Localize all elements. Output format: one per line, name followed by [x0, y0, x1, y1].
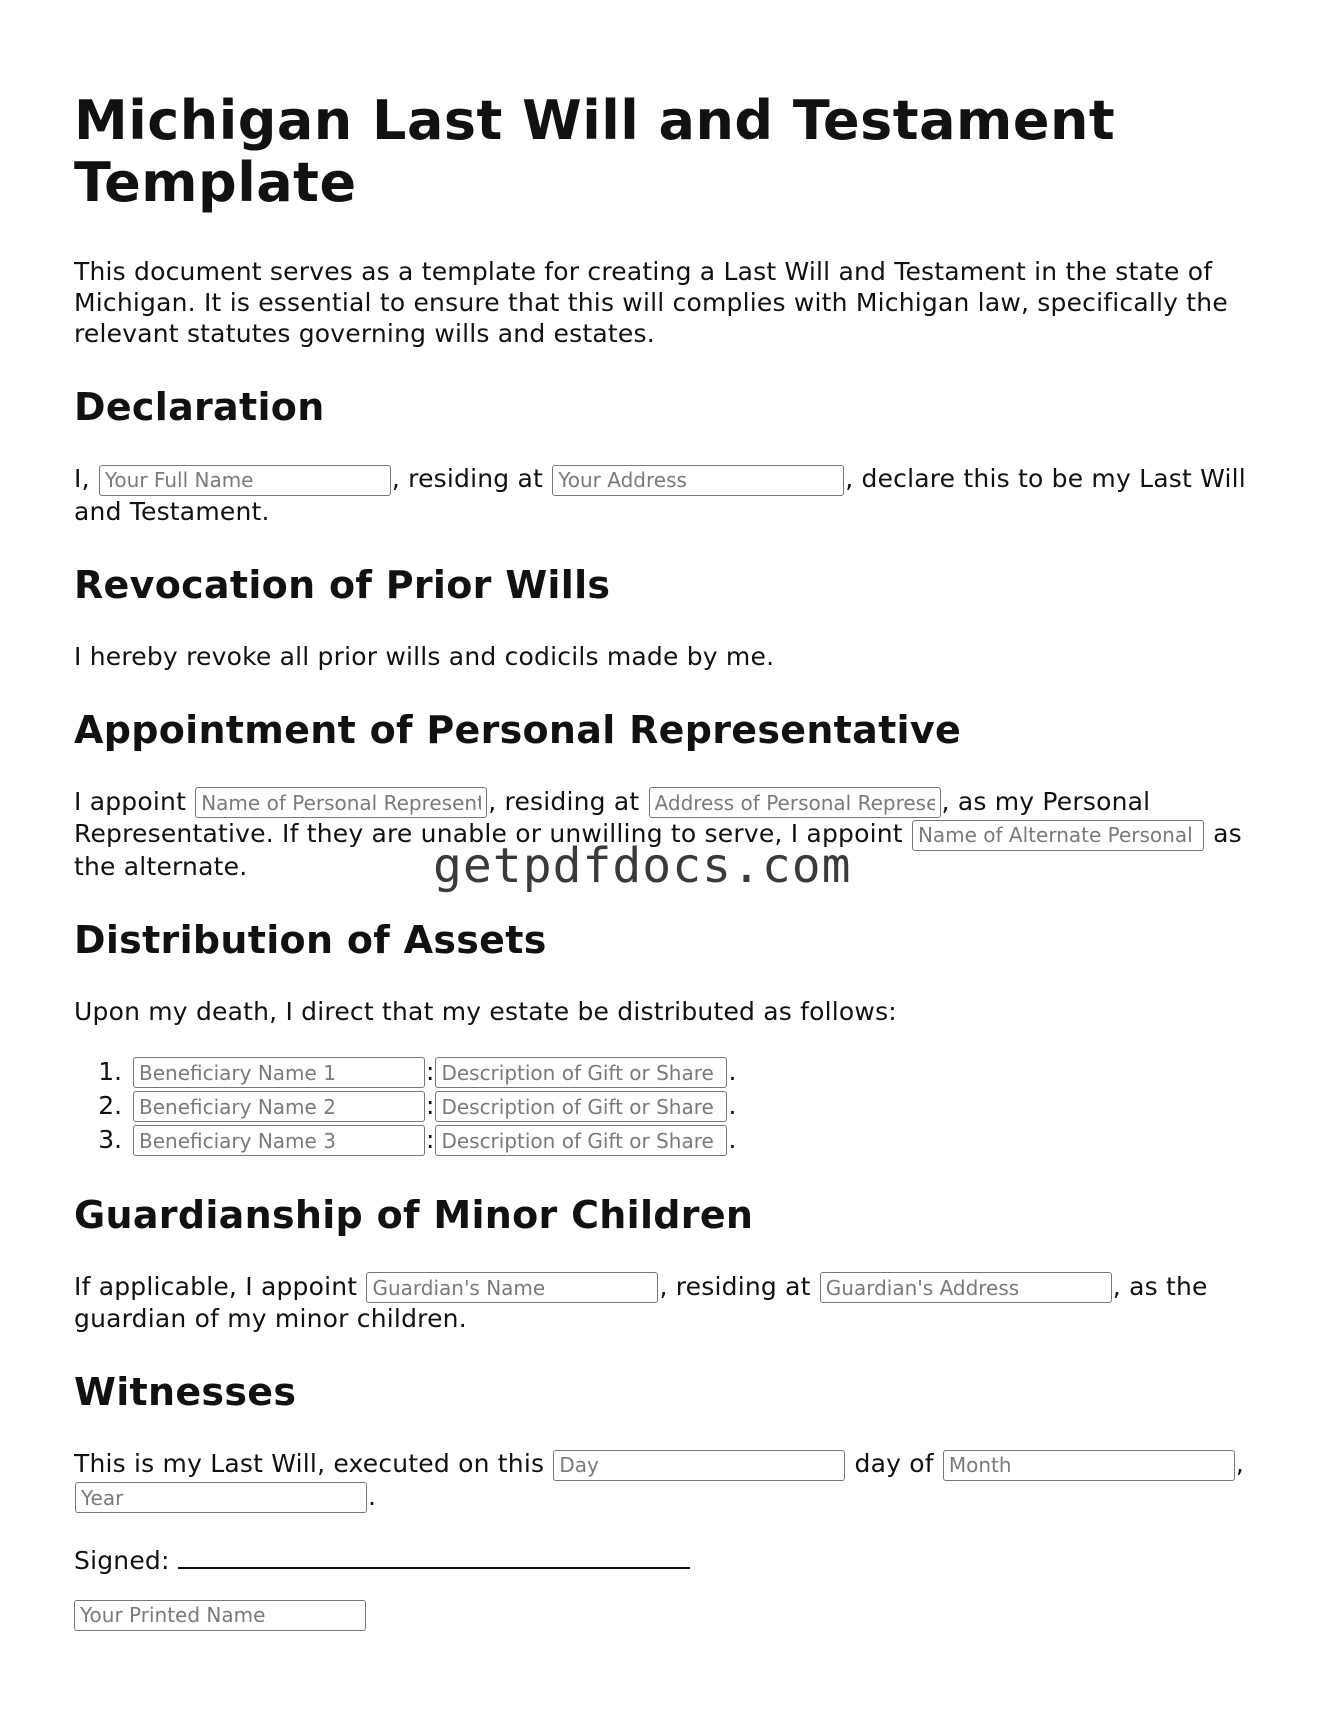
- signed-label: Signed:: [74, 1546, 178, 1575]
- page-title: Michigan Last Will and Testament Template: [74, 89, 1116, 214]
- declaration-paragraph: [74, 463, 1274, 527]
- day-input[interactable]: [553, 1450, 845, 1481]
- printed-name-input[interactable]: [74, 1600, 366, 1631]
- gift-description-2-input[interactable]: [435, 1091, 727, 1122]
- full-name-input[interactable]: [99, 465, 391, 496]
- execution-text-1: This is my Last Will, executed on this: [74, 1449, 553, 1478]
- guardianship-text-2: , residing at: [659, 1271, 819, 1301]
- list-item: Beneficiary Name 3 3. : Description of Gift or Share .: [130, 1123, 1274, 1157]
- declaration-text-3: , declare this to be my Last Will and Testament.: [74, 464, 1246, 526]
- declaration-text-1: I,: [74, 464, 98, 493]
- representative-text-3: , as my Personal Representative. If they are unable or unwilling to serve, I appoint: [74, 786, 1151, 848]
- representative-text-1: I appoint: [74, 786, 195, 816]
- watermark-text: getpdfdocs.com: [433, 838, 852, 894]
- execution-paragraph: [74, 1448, 1274, 1513]
- distribution-paragraph: Upon my death, I direct that my estate be distributed as follows:: [74, 996, 897, 1026]
- beneficiary-list: [74, 1055, 1274, 1157]
- revocation-paragraph: I hereby revoke all prior wills and codicils made by me.: [74, 641, 775, 671]
- representative-name-input[interactable]: [195, 787, 487, 818]
- guardianship-heading: Guardianship of Minor Children: [74, 1192, 754, 1237]
- execution-text-3: ,: [1235, 1449, 1245, 1478]
- signature-line-row: [74, 1541, 1274, 1576]
- representative-heading: Appointment of Personal Representative: [74, 707, 962, 752]
- beneficiary-name-3-input[interactable]: [133, 1125, 425, 1156]
- list-item: Beneficiary Name 1 1. : Description of Gift or Share .: [130, 1055, 1274, 1089]
- representative-address-input[interactable]: [649, 787, 941, 818]
- revocation-heading: Revocation of Prior Wills: [74, 562, 611, 607]
- guardianship-text-3: , as the guardian of my minor children.: [74, 1271, 1208, 1333]
- distribution-heading: Distribution of Assets: [74, 917, 547, 962]
- guardianship-text-1: If applicable, I appoint: [74, 1271, 366, 1301]
- witnesses-heading: Witnesses: [74, 1370, 297, 1414]
- gift-description-3-input[interactable]: [435, 1125, 727, 1156]
- printed-name-row: [74, 1598, 1274, 1631]
- gift-description-1-input[interactable]: [435, 1057, 727, 1088]
- alternate-representative-input[interactable]: [912, 820, 1204, 851]
- address-input[interactable]: [552, 465, 844, 496]
- signature-line[interactable]: [178, 1541, 690, 1569]
- guardian-name-input[interactable]: [366, 1272, 658, 1303]
- declaration-heading: Declaration: [74, 385, 325, 429]
- beneficiary-name-1-input[interactable]: [133, 1057, 425, 1088]
- execution-text-4: .: [368, 1481, 377, 1511]
- month-input[interactable]: [943, 1450, 1235, 1481]
- representative-text-4: as the alternate.: [74, 819, 1242, 881]
- declaration-text-2: , residing at: [391, 464, 552, 493]
- guardianship-paragraph: [74, 1271, 1274, 1335]
- beneficiary-name-2-input[interactable]: [133, 1091, 425, 1122]
- guardian-address-input[interactable]: [820, 1272, 1112, 1303]
- intro-paragraph: This document serves as a template for creating a Last Will and Testament in the state of Michigan. It is essential to ensure that this will complies with Michigan law, specifically the relevant statutes governing wills and estates.: [74, 257, 1228, 348]
- list-item: Beneficiary Name 2 2. : Description of Gift or Share .: [130, 1089, 1274, 1123]
- year-input[interactable]: [75, 1482, 367, 1513]
- execution-text-2: day of: [846, 1449, 942, 1478]
- representative-text-2: , residing at: [488, 786, 648, 816]
